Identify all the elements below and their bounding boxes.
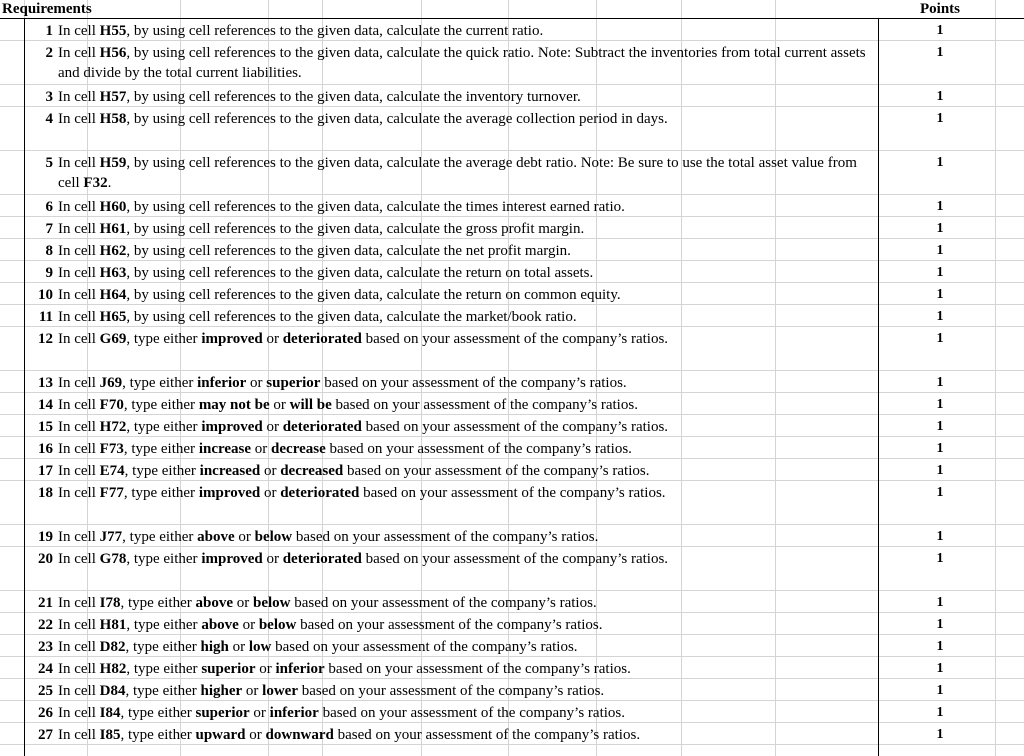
requirement-points: 1: [936, 23, 944, 38]
requirement-points: 1: [936, 375, 944, 390]
table-row: [0, 679, 1024, 701]
table-row: [0, 657, 1024, 679]
requirement-number: 9: [45, 265, 53, 281]
requirement-keyword: H59: [99, 155, 127, 171]
requirement-text-segment: In cell: [58, 441, 100, 457]
requirement-text-segment: In cell: [58, 155, 100, 171]
requirement-text-segment: In cell: [58, 683, 100, 699]
requirement-points: 1: [936, 705, 944, 720]
requirement-text-segment: or: [260, 463, 281, 479]
requirement-text-segment: , by using cell references to the given data, calculate the quick ratio. Note: Subtract the inventories from total current assets and divide by the total current liabilities.: [58, 45, 866, 81]
requirement-text-segment: In cell: [58, 89, 100, 105]
requirement-keyword: inferior: [197, 375, 247, 391]
requirement-text-segment: In cell: [58, 331, 100, 347]
requirement-text: [58, 483, 873, 503]
requirement-text-segment: or: [269, 397, 290, 413]
requirement-keyword: G69: [99, 331, 127, 347]
requirement-text-segment: In cell: [58, 551, 100, 567]
requirement-text-segment: , type either: [126, 617, 202, 633]
requirement-number: 18: [38, 485, 53, 501]
requirement-text-segment: based on your assessment of the company’s ratios.: [361, 331, 669, 347]
table-row: [0, 393, 1024, 415]
table-row: [0, 151, 1024, 195]
requirement-keyword: F70: [99, 397, 124, 413]
requirement-text-segment: In cell: [58, 45, 100, 61]
requirement-keyword: improved: [201, 551, 263, 567]
requirement-text-segment: or: [238, 617, 259, 633]
requirement-text-segment: , type either: [126, 331, 202, 347]
requirement-keyword: J69: [99, 375, 123, 391]
table-row: [0, 701, 1024, 723]
requirement-text-segment: based on your assessment of the company’s ratios.: [271, 639, 578, 655]
requirement-text: [58, 549, 873, 569]
requirement-text-segment: , by using cell references to the given data, calculate the net profit margin.: [126, 243, 571, 259]
requirements-header: Requirements: [2, 1, 92, 17]
requirement-text-segment: In cell: [58, 309, 100, 325]
requirement-text-segment: , by using cell references to the given data, calculate the market/book ratio.: [126, 309, 577, 325]
table-row: [0, 305, 1024, 327]
requirement-keyword: H61: [99, 221, 127, 237]
requirement-text-segment: or: [242, 683, 263, 699]
requirement-text: [58, 615, 873, 635]
requirement-keyword: may not be: [198, 397, 270, 413]
requirement-text-segment: , type either: [120, 595, 196, 611]
requirement-keyword: below: [252, 595, 291, 611]
requirement-keyword: H63: [99, 265, 127, 281]
table-row: [0, 723, 1024, 745]
requirement-keyword: I78: [99, 595, 121, 611]
requirement-keyword: G78: [99, 551, 127, 567]
requirement-keyword: deteriorated: [282, 331, 362, 347]
requirement-text-segment: In cell: [58, 397, 100, 413]
requirement-keyword: low: [248, 639, 272, 655]
requirement-number: 14: [38, 397, 53, 413]
requirement-text: [58, 703, 873, 723]
requirement-text-segment: In cell: [58, 243, 100, 259]
requirement-text-segment: based on your assessment of the company’s ratios.: [359, 485, 666, 501]
requirement-keyword: H58: [99, 111, 127, 127]
requirement-keyword: decrease: [271, 441, 326, 457]
requirement-keyword: below: [254, 529, 293, 545]
requirement-text-segment: , type either: [126, 661, 202, 677]
requirement-keyword: deteriorated: [282, 551, 362, 567]
requirement-points: 1: [936, 683, 944, 698]
requirement-points: 1: [936, 617, 944, 632]
requirement-keyword: decreased: [280, 463, 344, 479]
table-row: [0, 547, 1024, 591]
requirement-text-segment: In cell: [58, 221, 100, 237]
requirement-keyword: improved: [201, 331, 263, 347]
table-row: [0, 85, 1024, 107]
requirement-text-segment: In cell: [58, 111, 100, 127]
requirement-keyword: H56: [99, 45, 127, 61]
requirement-number: 22: [38, 617, 53, 633]
requirement-text-segment: , type either: [120, 727, 196, 743]
table-row: [0, 481, 1024, 525]
requirement-text-segment: , type either: [126, 419, 202, 435]
requirement-text-segment: , by using cell references to the given data, calculate the average debt ratio. Note: Be sure to use the total asset value from cell: [58, 155, 857, 191]
requirement-number: 11: [38, 309, 53, 325]
table-row: [0, 635, 1024, 657]
requirement-text: [58, 285, 873, 305]
requirement-number: 13: [38, 375, 53, 391]
requirement-keyword: superior: [195, 705, 250, 721]
requirement-text: [58, 263, 873, 283]
requirement-number: 1: [45, 23, 53, 39]
requirement-text-segment: In cell: [58, 617, 100, 633]
requirement-points: 1: [936, 639, 944, 654]
requirement-text-segment: based on your assessment of the company’s ratios.: [361, 419, 669, 435]
requirement-keyword: H57: [99, 89, 127, 105]
requirement-text-segment: or: [245, 727, 266, 743]
requirement-number: 6: [45, 199, 53, 215]
requirement-text-segment: based on your assessment of the company’s ratios.: [297, 683, 605, 699]
table-row: [0, 591, 1024, 613]
requirement-text: [58, 637, 873, 657]
requirement-number: 23: [38, 639, 53, 655]
requirement-text: [58, 307, 873, 327]
requirement-text: [58, 395, 873, 415]
requirement-text-segment: In cell: [58, 727, 100, 743]
requirement-text: [58, 527, 873, 547]
requirement-number: 16: [38, 441, 53, 457]
requirement-text: [58, 153, 873, 193]
requirement-text-segment: , by using cell references to the given data, calculate the average collection period in days.: [126, 111, 668, 127]
requirement-number: 20: [38, 551, 53, 567]
requirement-points: 1: [936, 111, 944, 126]
requirement-text: [58, 219, 873, 239]
requirement-points: 1: [936, 265, 944, 280]
requirement-text-segment: In cell: [58, 595, 100, 611]
table-row: [0, 613, 1024, 635]
requirement-points: 1: [936, 243, 944, 258]
requirement-points: 1: [936, 441, 944, 456]
table-row: [0, 327, 1024, 371]
table-row: [0, 525, 1024, 547]
requirement-number: 5: [45, 155, 53, 171]
requirement-text-segment: based on your assessment of the company’s ratios.: [343, 463, 650, 479]
requirement-keyword: F77: [99, 485, 124, 501]
requirement-text-segment: , by using cell references to the given data, calculate the return on common equity.: [126, 287, 621, 303]
requirement-text-segment: , type either: [125, 639, 201, 655]
requirement-keyword: will be: [289, 397, 332, 413]
requirement-text-segment: In cell: [58, 265, 100, 281]
requirement-text-segment: or: [249, 705, 270, 721]
requirement-keyword: D82: [99, 639, 126, 655]
requirement-text-segment: or: [232, 595, 253, 611]
requirement-keyword: I85: [99, 727, 121, 743]
requirement-text-segment: In cell: [58, 463, 100, 479]
requirement-keyword: inferior: [269, 705, 319, 721]
table-right-border: [878, 19, 879, 756]
requirement-text-segment: , type either: [122, 529, 198, 545]
requirement-points: 1: [936, 551, 944, 566]
points-header: Points: [919, 1, 960, 17]
requirement-text: [58, 593, 873, 613]
table-row: [0, 261, 1024, 283]
requirement-keyword: inferior: [275, 661, 325, 677]
requirement-number: 3: [45, 89, 53, 105]
requirement-keyword: H82: [99, 661, 127, 677]
table-row: [0, 19, 1024, 41]
table-row: [0, 41, 1024, 85]
requirement-keyword: improved: [201, 419, 263, 435]
requirement-points: 1: [936, 155, 944, 170]
requirement-text-segment: , by using cell references to the given data, calculate the times interest earned ratio.: [126, 199, 625, 215]
requirement-text-segment: based on your assessment of the company’s ratios.: [333, 727, 641, 743]
requirement-keyword: superior: [201, 661, 256, 677]
requirement-keyword: increased: [199, 463, 261, 479]
table-row: [0, 239, 1024, 261]
requirement-points: 1: [936, 309, 944, 324]
requirement-text-segment: based on your assessment of the company’s ratios.: [290, 595, 597, 611]
requirement-text-segment: , by using cell references to the given data, calculate the gross profit margin.: [126, 221, 585, 237]
requirement-text-segment: or: [255, 661, 276, 677]
requirement-text-segment: or: [246, 375, 267, 391]
requirement-text-segment: In cell: [58, 529, 100, 545]
requirement-points: 1: [936, 661, 944, 676]
requirement-text: [58, 329, 873, 349]
requirement-text-segment: In cell: [58, 375, 100, 391]
requirement-text: [58, 197, 873, 217]
requirement-text: [58, 725, 873, 745]
requirement-text-segment: or: [228, 639, 249, 655]
requirement-text-segment: In cell: [58, 23, 100, 39]
requirement-points: 1: [936, 221, 944, 236]
requirement-keyword: D84: [99, 683, 126, 699]
requirement-text-segment: .: [107, 175, 112, 191]
requirement-number: 4: [45, 111, 53, 127]
requirement-text-segment: based on your assessment of the company’s ratios.: [296, 617, 603, 633]
requirement-number: 19: [38, 529, 53, 545]
requirement-text-segment: , type either: [126, 551, 202, 567]
requirement-text-segment: , type either: [124, 463, 200, 479]
requirement-keyword: below: [258, 617, 297, 633]
requirement-points: 1: [936, 485, 944, 500]
requirement-text-segment: , type either: [123, 441, 199, 457]
requirement-text-segment: or: [260, 485, 281, 501]
requirement-keyword: E74: [99, 463, 125, 479]
requirement-text-segment: , type either: [120, 705, 196, 721]
requirement-text-segment: In cell: [58, 639, 100, 655]
requirement-text: [58, 43, 873, 83]
requirement-text-segment: , type either: [123, 485, 199, 501]
requirement-keyword: deteriorated: [282, 419, 362, 435]
requirement-keyword: H64: [99, 287, 127, 303]
requirement-text-segment: , by using cell references to the given data, calculate the inventory turnover.: [126, 89, 581, 105]
table-row: [0, 459, 1024, 481]
requirement-keyword: H55: [99, 23, 127, 39]
requirement-text-segment: or: [251, 441, 272, 457]
requirement-text-segment: , type either: [125, 683, 201, 699]
requirement-text-segment: , type either: [122, 375, 198, 391]
requirement-points: 1: [936, 419, 944, 434]
requirement-number: 10: [38, 287, 53, 303]
requirement-number: 27: [38, 727, 53, 743]
requirement-text-segment: In cell: [58, 287, 100, 303]
requirement-keyword: H81: [99, 617, 127, 633]
requirement-keyword: J77: [99, 529, 123, 545]
requirement-points: 1: [936, 397, 944, 412]
requirement-text-segment: , type either: [123, 397, 199, 413]
requirement-text: [58, 87, 873, 107]
requirement-text-segment: based on your assessment of the company’s ratios.: [320, 375, 627, 391]
requirement-keyword: above: [195, 595, 233, 611]
requirement-keyword: F73: [99, 441, 124, 457]
requirement-text-segment: based on your assessment of the company’s ratios.: [324, 661, 631, 677]
requirement-text-segment: based on your assessment of the company’s ratios.: [325, 441, 632, 457]
requirement-points: 1: [936, 529, 944, 544]
table-left-border: [24, 19, 25, 756]
requirement-text-segment: based on your assessment of the company’s ratios.: [292, 529, 599, 545]
requirement-points: 1: [936, 45, 944, 60]
requirement-keyword: improved: [198, 485, 261, 501]
requirement-text-segment: , by using cell references to the given data, calculate the current ratio.: [126, 23, 544, 39]
requirement-text-segment: or: [262, 551, 283, 567]
requirement-number: 7: [45, 221, 53, 237]
requirement-text: [58, 21, 873, 41]
requirement-number: 17: [38, 463, 53, 479]
requirement-points: 1: [936, 89, 944, 104]
requirement-text: [58, 659, 873, 679]
table-row: [0, 217, 1024, 239]
requirement-text-segment: or: [262, 331, 283, 347]
requirement-text: [58, 417, 873, 437]
requirement-text: [58, 373, 873, 393]
requirement-keyword: increase: [198, 441, 252, 457]
requirement-text-segment: based on your assessment of the company’s ratios.: [318, 705, 626, 721]
requirement-number: 12: [38, 331, 53, 347]
requirement-text-segment: or: [262, 419, 283, 435]
requirement-text: [58, 461, 873, 481]
requirement-keyword: lower: [262, 683, 298, 699]
requirement-points: 1: [936, 331, 944, 346]
requirement-keyword: above: [197, 529, 235, 545]
requirement-text: [58, 109, 873, 129]
requirement-text-segment: based on your assessment of the company’s ratios.: [331, 397, 638, 413]
requirement-number: 21: [38, 595, 53, 611]
requirement-keyword: upward: [195, 727, 246, 743]
requirement-keyword: high: [200, 639, 229, 655]
requirement-keyword: deteriorated: [280, 485, 360, 501]
requirement-number: 26: [38, 705, 53, 721]
requirement-number: 8: [45, 243, 53, 259]
table-row: [0, 107, 1024, 151]
requirement-keyword: H65: [99, 309, 127, 325]
requirement-text-segment: In cell: [58, 485, 100, 501]
requirement-text: [58, 439, 873, 459]
table-row: [0, 283, 1024, 305]
table-row: [0, 415, 1024, 437]
requirement-number: 25: [38, 683, 53, 699]
table-row: [0, 437, 1024, 459]
requirement-keyword: H72: [99, 419, 127, 435]
requirement-keyword: superior: [266, 375, 321, 391]
requirement-points: 1: [936, 595, 944, 610]
requirement-points: 1: [936, 463, 944, 478]
requirement-keyword: F32: [83, 175, 108, 191]
requirement-text-segment: In cell: [58, 661, 100, 677]
requirement-points: 1: [936, 199, 944, 214]
requirement-keyword: higher: [200, 683, 243, 699]
requirement-points: 1: [936, 287, 944, 302]
requirement-text-segment: In cell: [58, 199, 100, 215]
requirement-keyword: I84: [99, 705, 121, 721]
requirement-keyword: H62: [99, 243, 127, 259]
requirement-text: [58, 241, 873, 261]
requirement-text-segment: or: [234, 529, 255, 545]
requirement-text: [58, 681, 873, 701]
requirement-text-segment: In cell: [58, 705, 100, 721]
requirement-number: 24: [38, 661, 53, 677]
table-row: [0, 371, 1024, 393]
requirement-text-segment: In cell: [58, 419, 100, 435]
requirement-keyword: H60: [99, 199, 127, 215]
requirement-points: 1: [936, 727, 944, 742]
requirement-keyword: downward: [265, 727, 334, 743]
requirement-text-segment: based on your assessment of the company’s ratios.: [361, 551, 669, 567]
requirement-text-segment: , by using cell references to the given data, calculate the return on total assets.: [126, 265, 594, 281]
requirement-keyword: above: [201, 617, 239, 633]
requirement-number: 2: [45, 45, 53, 61]
table-row: [0, 195, 1024, 217]
requirement-number: 15: [38, 419, 53, 435]
